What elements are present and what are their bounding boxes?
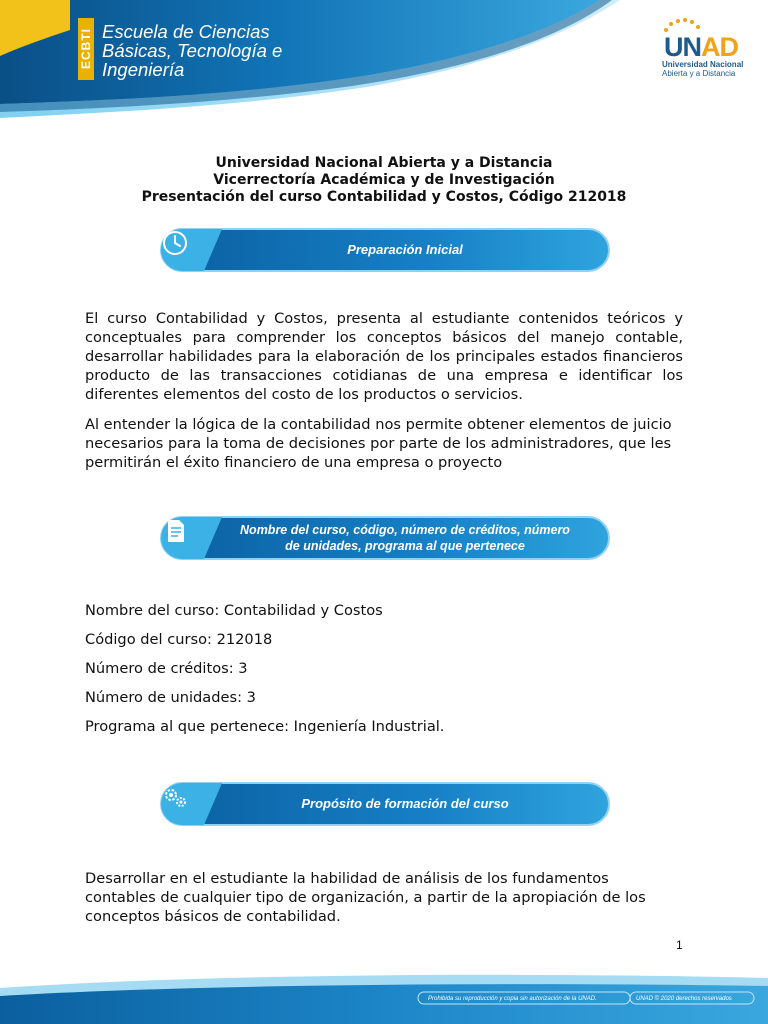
intro-paragraph: El curso Contabilidad y Costos, presenta al estudiante contenidos teóricos y conceptuales para comprender los conceptos básicos del manejo contable, desarrollar habilidades para la elaboración de los principales estados financieros producto de las transacciones cotidianas de una empresa e identificar los diferentes elementos del costo de los productos o servicios.	[85, 310, 683, 403]
logo-subtitle: Abierta y a Distancia	[662, 69, 736, 78]
title-line: Universidad Nacional Abierta y a Distancia	[215, 155, 553, 171]
ecbti-badge: ECBTI	[78, 18, 94, 80]
document-title	[0, 155, 768, 206]
purpose-paragraph: Desarrollar en el estudiante la habilidad de análisis de los fundamentos contables de cualquier tipo de organización, a partir de la apropiación de los conceptos básicos de contabilidad.	[85, 870, 646, 925]
footer-copyright-notice: Prohibida su reproducción y copia sin autorización de la UNAD.	[428, 996, 597, 1002]
banner-label: Propósito de formación del curso	[301, 796, 509, 811]
school-name-line: Escuela de Ciencias	[102, 21, 270, 42]
page-number: 1	[676, 938, 683, 952]
section-banner-course-info	[160, 516, 610, 560]
logo-wordmark-un: UN	[664, 32, 701, 62]
page-header	[0, 0, 768, 135]
banner-label	[220, 516, 590, 560]
info-course-name: Nombre del curso: Contabilidad y Costos	[85, 602, 383, 619]
title-line: Presentación del curso Contabilidad y Costos, Código 212018	[141, 189, 627, 205]
section-banner-preparacion	[160, 228, 610, 272]
logo-wordmark-ad: AD	[701, 32, 738, 62]
document-icon	[160, 516, 190, 546]
info-program: Programa al que pertenece: Ingeniería Industrial.	[85, 718, 445, 735]
banner-label-line: de unidades, programa al que pertenece	[285, 539, 525, 553]
footer-rights-notice: UNAD © 2020 derechos reservados	[636, 996, 732, 1002]
unad-logo	[662, 18, 744, 84]
banner-label-line: Nombre del curso, código, número de créditos, número	[240, 523, 570, 537]
footer-wave-graphic	[0, 960, 768, 1024]
logo-subtitle: Universidad Nacional	[662, 60, 744, 69]
school-name-line: Ingeniería	[102, 59, 185, 80]
section-banner-proposito	[160, 782, 610, 826]
banner-label: Preparación Inicial	[347, 242, 463, 257]
intro-paragraph-2: Al entender la lógica de la contabilidad nos permite obtener elementos de juicio necesarios para la toma de decisiones por parte de los administradores, que les permitirán el éxito financiero de una empresa o proyecto	[85, 416, 672, 471]
title-line: Vicerrectoría Académica y de Investigación	[213, 172, 555, 188]
gears-icon	[160, 782, 190, 812]
school-name-line: Básicas, Tecnología e	[102, 40, 283, 61]
school-name	[102, 22, 282, 79]
info-course-code: Código del curso: 212018	[85, 631, 273, 648]
logo-wordmark	[664, 32, 738, 63]
info-units: Número de unidades: 3	[85, 689, 256, 706]
page-footer	[0, 960, 768, 1024]
info-credits: Número de créditos: 3	[85, 660, 248, 677]
clock-icon	[160, 228, 190, 258]
